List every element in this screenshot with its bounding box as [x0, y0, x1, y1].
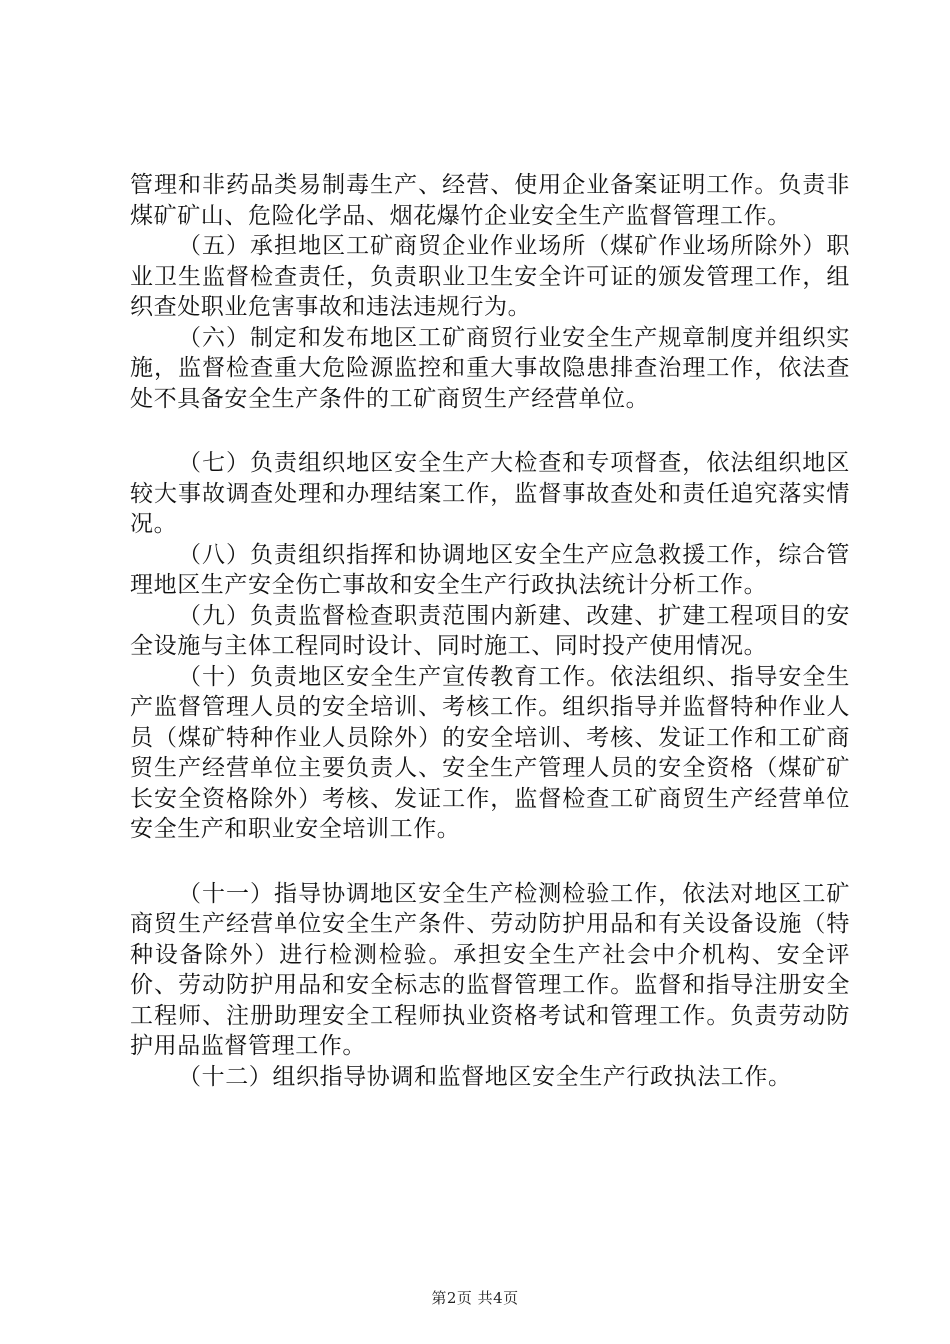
paragraph-item-11: （十一）指导协调地区安全生产检测检验工作，依法对地区工矿商贸生产经营单位安全生产条件、劳动防护用品和有关设备设施（特种设备除外）进行检测检验。承担安全生产社会中介机构、安全评价、劳动防护用品和安全标志的监督管理工作。监督和指导注册安全工程师、注册助理安全工程师执业资格考试和管理工作。负责劳动防护用品监督管理工作。: [130, 880, 850, 1059]
paragraph-item-7: （七）负责组织地区安全生产大检查和专项督查，依法组织地区较大事故调查处理和办理结案工作，监督事故查处和责任追究落实情况。: [130, 450, 850, 537]
paragraph-item-8: （八）负责组织指挥和协调地区安全生产应急救援工作，综合管理地区生产安全伤亡事故和安全生产行政执法统计分析工作。: [130, 541, 850, 598]
paragraph-item-12: （十二）组织指导协调和监督地区安全生产行政执法工作。: [178, 1063, 792, 1090]
paragraph-item-9: （九）负责监督检查职责范围内新建、改建、扩建工程项目的安全设施与主体工程同时设计、同时施工、同时投产使用情况。: [130, 602, 850, 659]
page-number-footer: 第2页 共4页: [431, 1289, 519, 1307]
paragraph-continuation: 管理和非药品类易制毒生产、经营、使用企业备案证明工作。负责非煤矿矿山、危险化学品、烟花爆竹企业安全生产监督管理工作。: [130, 172, 850, 229]
document-body: [130, 170, 850, 1092]
paragraph-item-10: （十）负责地区安全生产宣传教育工作。依法组织、指导安全生产监督管理人员的安全培训、考核工作。组织指导并监督特种作业人员（煤矿特种作业人员除外）的安全培训、考核、发证工作和工矿商贸生产经营单位主要负责人、安全生产管理人员的安全资格（煤矿矿长安全资格除外）考核、发证工作，监督检查工矿商贸生产经营单位安全生产和职业安全培训工作。: [130, 663, 850, 842]
paragraph-item-6: （六）制定和发布地区工矿商贸行业安全生产规章制度并组织实施，监督检查重大危险源监控和重大事故隐患排查治理工作，依法查处不具备安全生产条件的工矿商贸生产经营单位。: [130, 324, 850, 412]
paragraph-item-5: （五）承担地区工矿商贸企业作业场所（煤矿作业场所除外）职业卫生监督检查责任，负责职业卫生安全许可证的颁发管理工作，组织查处职业危害事故和违法违规行为。: [130, 233, 850, 320]
